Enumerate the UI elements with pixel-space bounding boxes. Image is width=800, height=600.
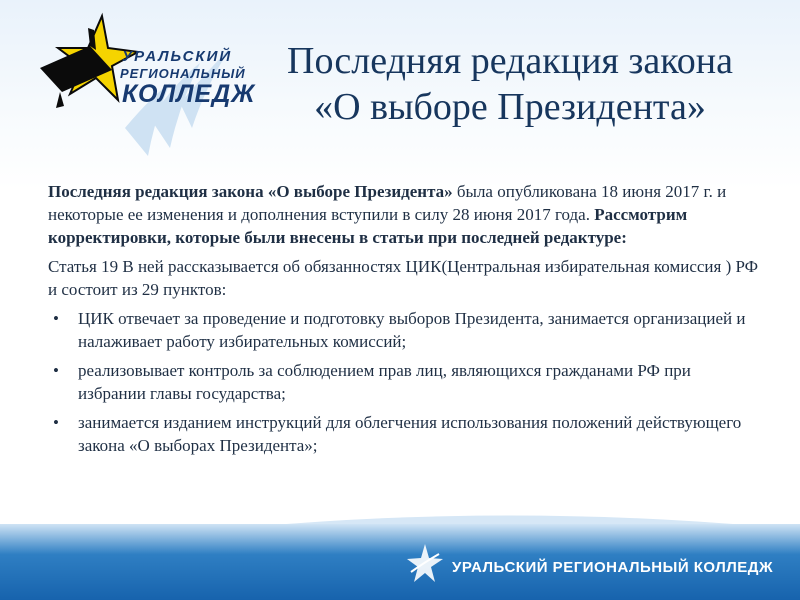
- footer-logo-icon: [405, 542, 445, 588]
- logo-text-line-1: УРАЛЬСКИЙ: [122, 48, 233, 65]
- slide-title-line-2: «О выборе Президента»: [314, 86, 706, 128]
- logo-text-line-3: КОЛЛЕДЖ: [122, 80, 256, 108]
- slide-body: [48, 180, 760, 463]
- intro-paragraph: [48, 180, 760, 249]
- slide-title: [240, 38, 780, 130]
- logo-text-line-2: РЕГИОНАЛЬНЫЙ: [120, 66, 246, 81]
- intro-bold-tail: Рассмотрим корректировки, которые были внесены в статьи при последней редактуре:: [48, 205, 688, 247]
- intro-text: была опубликована 18 июня 2017 г. и некоторые ее изменения и дополнения вступили в силу 28 июня 2017 года.: [48, 182, 727, 224]
- bullet-list: [48, 307, 760, 457]
- bullet-item: • занимается изданием инструкций для облегчения использования положений действующего закона «О выборах Президента»;: [48, 411, 760, 457]
- intro-bold-lead: Последняя редакция закона «О выборе Президента»: [48, 182, 453, 201]
- footer-college-name: УРАЛЬСКИЙ РЕГИОНАЛЬНЫЙ КОЛЛЕДЖ: [452, 559, 774, 576]
- slide-title-line-1: Последняя редакция закона: [287, 40, 733, 82]
- article-paragraph: Статья 19 В ней рассказывается об обязанностях ЦИК(Центральная избирательная комиссия ) РФ и состоит из 29 пунктов:: [48, 257, 759, 299]
- bullet-item: • реализовывает контроль за соблюдением прав лиц, являющихся гражданами РФ при избрании главы государства;: [48, 359, 760, 405]
- college-logo: [30, 8, 260, 158]
- bullet-item: • ЦИК отвечает за проведение и подготовку выборов Президента, занимается организацией и налаживает работу избирательных комиссий;: [48, 307, 760, 353]
